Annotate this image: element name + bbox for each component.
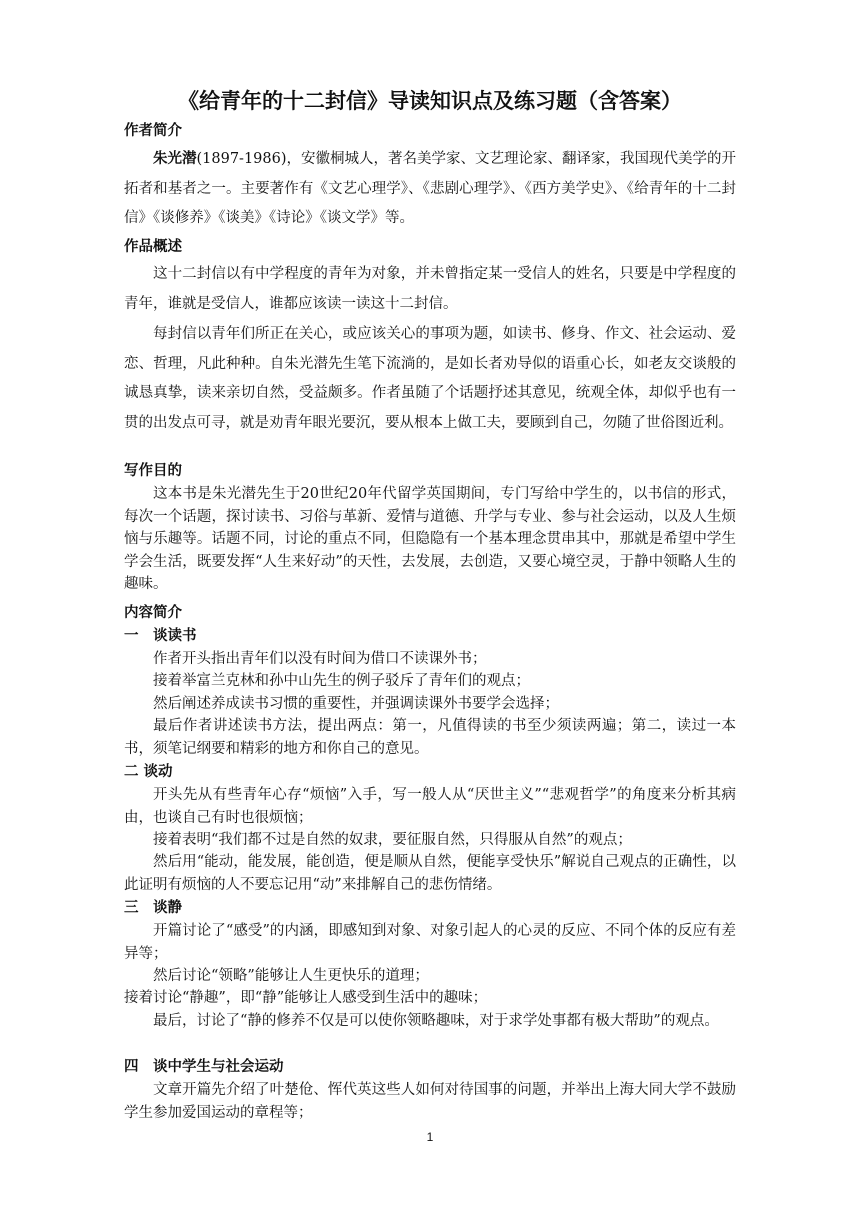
purpose-paragraph: 这本书是朱光潜先生于20世纪20年代留学英国期间，专门写给中学生的，以书信的形式，每次一个话题，探讨读书、习俗与革新、爱情与道德、升学与专业、参与社会运动，以及人生烦恼与乐趣等。话题不同，讨论的重点不同，但隐隐有一个基本理念贯串其中，那就是希望中学生学会生活，既要发挥“人生来好动”的天性，去发展，去创造，又要心境空灵，于静中领略人生的趣味。 [124,486,736,592]
stillness-line-3: 接着讨论“静趣”，即“静”能够让人感受到生活中的趣味； [124,990,488,1006]
reading-line-2: 接着举富兰克林和孙中山先生的例子驳斥了青年们的观点； [153,673,530,689]
document-title: 《给青年的十二封信》导读知识点及练习题（含答案） [178,88,682,113]
motion-line-1: 开头先从有些青年心存“烦恼”入手，写一般人从“厌世主义”“悲观哲学”的角度来分析其病由，也谈自己有时也很烦恼； [124,787,736,826]
heading-content: 内容简介 [124,605,182,621]
author-paragraph [124,145,736,234]
heading-motion: 二 谈动 [124,764,173,780]
reading-line-3: 然后阐述养成读书习惯的重要性，并强调读课外书要学会选择； [153,696,559,712]
overview-paragraph-1: 这十二封信以有中学程度的青年为对象，并未曾指定某一受信人的姓名，只要是中学程度的青年，谁就是受信人，谁都应该读一读这十二封信。 [124,266,736,312]
motion-line-2: 接着表明“我们都不过是自然的奴隶，要征服自然，只得服从自然”的观点； [153,832,632,848]
heading-reading: 一 谈读书 [124,628,197,644]
stillness-line-4: 最后，讨论了“静的修养不仅是可以使你领略趣味，对于求学处事都有极大帮助”的观点。 [153,1013,719,1029]
overview-paragraph-2: 每封信以青年们所正在关心，或应该关心的事项为题，如读书、修身、作文、社会运动、爱恋、哲理，凡此种种。自朱光潜先生笔下流淌的，是如长者劝导似的语重心长，如老友交谈般的诚恳真挚，读来亲切自然，受益颇多。作者虽随了个话题抒述其意见，统观全体，却似乎也有一贯的出发点可寻，就是劝青年眼光要沉，要从根本上做工夫，要顾到自己，勿随了世俗图近利。 [124,326,736,431]
reading-line-4: 最后作者讲述读书方法，提出两点：第一，凡值得读的书至少须读两遍；第二，读过一本书，须笔记纲要和精彩的地方和你自己的意见。 [124,718,736,757]
heading-social-movement: 四 谈中学生与社会运动 [124,1059,284,1075]
author-name: 朱光潜 [153,151,197,167]
heading-overview: 作品概述 [124,239,182,255]
heading-author: 作者简介 [124,123,182,139]
heading-purpose: 写作目的 [124,463,182,479]
stillness-line-2: 然后讨论“领略”能够让人生更快乐的道理； [153,968,429,984]
heading-stillness: 三 谈静 [124,900,182,916]
author-text: (1897-1986)，安徽桐城人，著名美学家、文艺理论家、翻译家，我国现代美学的开拓者和基者之一。主要著作有《文艺心理学》、《悲剧心理学》、《西方美学史》、《给青年的十二封信》《谈修养》《谈美》《诗论》《谈文学》等。 [124,151,737,226]
page-number: 1 [426,1130,434,1144]
reading-line-1: 作者开头指出青年们以没有时间为借口不读课外书； [153,651,487,667]
stillness-line-1: 开篇讨论了“感受”的内涵，即感知到对象、对象引起人的心灵的反应、不同个体的反应有差异等； [124,923,736,962]
motion-line-3: 然后用“能动，能发展，能创造，便是顺从自然，便能享受快乐”解说自己观点的正确性，以此证明有烦恼的人不要忘记用“动”来排解自己的悲伤情绪。 [124,854,736,893]
social-movement-line-1: 文章开篇先介绍了叶楚伧、恽代英这些人如何对待国事的问题，并举出上海大同大学不鼓励学生参加爱国运动的章程等； [124,1082,736,1121]
